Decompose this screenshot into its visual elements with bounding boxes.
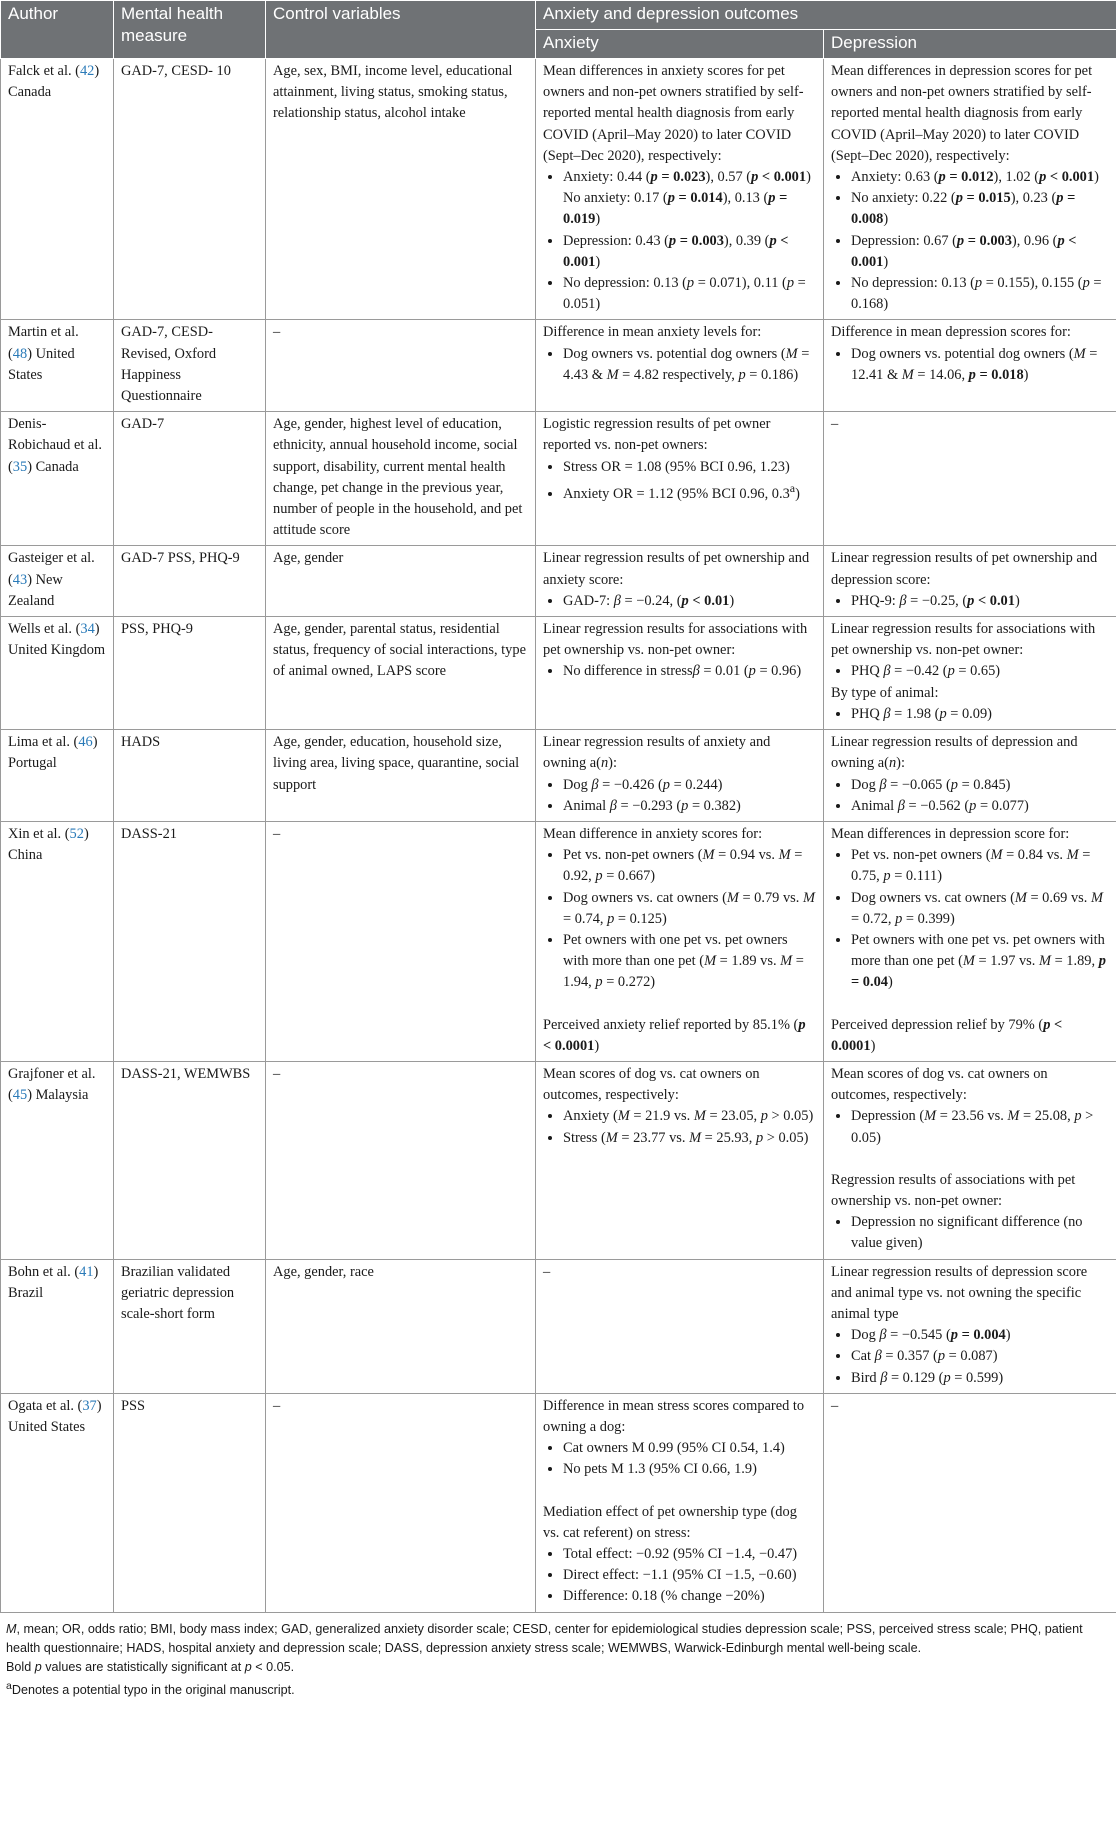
cell-controls: Age, gender [266,546,536,617]
cell-controls: – [266,1061,536,1259]
cell-author: Lima et al. (46) Portugal [1,730,114,822]
cell-depression: – [824,412,1116,546]
cell-author: Gasteiger et al. (43) New Zealand [1,546,114,617]
cell-measure: GAD-7 PSS, PHQ-9 [114,546,266,617]
cell-anxiety: Logistic regression results of pet owner reported vs. non-pet owners: • Stress OR = 1.08 (95% BCI 0.96, 1.23) • Anxiety OR = 1.12 (95% BCI 0.96, 0.3$^a$) [536,412,824,546]
table-row [1,412,1116,546]
table-row [1,730,1116,822]
cell-anxiety: Difference in mean anxiety levels for: • Dog owners vs. potential dog owners (M = 4.43 & M = 4.82 respectively, p = 0.186) [536,320,824,412]
cell-controls: Age, gender, race [266,1259,536,1393]
cell-controls: – [266,821,536,1061]
cell-anxiety: Mean differences in anxiety scores for pet owners and non-pet owners stratified by self-reported mental health diagnosis from early COVID (April–May 2020) to later COVID (Sept–Dec 2020), respectively: • Anxiety: 0.44 (p = 0.023), 0.57 (p < 0.001) No anxiety: 0.17 (p = 0.014), 0.13 (p = 0.019) • Depression: 0.43 (p = 0.003), 0.39 (p < 0.001) • No depression: 0.13 (p = 0.071), 0.11 (p = 0.051) [536,59,824,320]
cell-anxiety: Linear regression results of anxiety and owning a(n): • Dog β = −0.426 (p = 0.244) • Animal β = −0.293 (p = 0.382) [536,730,824,822]
cell-measure: PSS [114,1393,266,1612]
cell-measure: GAD-7, CESD- 10 [114,59,266,320]
cell-controls: – [266,320,536,412]
cell-depression: Mean differences in depression scores for pet owners and non-pet owners stratified by self-reported mental health diagnosis from early COVID (April–May 2020) to later COVID (Sept–Dec 2020), respectively: • Anxiety: 0.63 (p = 0.012), 1.02 (p < 0.001) • No anxiety: 0.22 (p = 0.015), 0.23 (p = 0.008) • Depression: 0.67 (p = 0.003), 0.96 (p < 0.001) • No depression: 0.13 (p = 0.155), 0.155 (p = 0.168) [824,59,1116,320]
header-depression: Depression [824,30,1116,59]
cell-author: Falck et al. (42) Canada [1,59,114,320]
header-controls: Control variables [266,1,536,59]
cell-measure: Brazilian validated geriatric depression scale-short form [114,1259,266,1393]
cell-anxiety: Linear regression results for associations with pet ownership vs. non-pet owner: • No difference in stressβ = 0.01 (p = 0.96) [536,617,824,730]
cell-controls: Age, gender, parental status, residential status, frequency of social interactions, type of animal owned, LAPS score [266,617,536,730]
table-row [1,546,1116,617]
footnote-bold: Bold p values are statistically significant at p < 0.05. [6,1659,295,1674]
footnote-typo: $^a$Denotes a potential typo in the original manuscript. [6,1679,295,1697]
cell-measure: GAD-7 [114,412,266,546]
header-anxiety: Anxiety [536,30,824,59]
cell-controls: Age, sex, BMI, income level, educational attainment, living status, smoking status, relationship status, alcohol intake [266,59,536,320]
table-row [1,1259,1116,1393]
cell-measure: HADS [114,730,266,822]
cell-measure: DASS-21 [114,821,266,1061]
cell-author: Bohn et al. (41) Brazil [1,1259,114,1393]
cell-author: Martin et al. (48) United States [1,320,114,412]
header-outcomes: Anxiety and depression outcomes [536,1,1116,30]
cell-depression: Linear regression results for associations with pet ownership vs. non-pet owner: • PHQ β = −0.42 (p = 0.65) By type of animal: • PHQ β = 1.98 (p = 0.09) [824,617,1116,730]
cell-author: Grajfoner et al. (45) Malaysia [1,1061,114,1259]
header-row [1,1,1116,30]
header-author: Author [1,1,114,59]
cell-author: Ogata et al. (37) United States [1,1393,114,1612]
cell-measure: PSS, PHQ-9 [114,617,266,730]
cell-depression: Linear regression results of pet ownership and depression score: • PHQ-9: β = −0.25, (p < 0.01) [824,546,1116,617]
cell-depression: – [824,1393,1116,1612]
table-row [1,320,1116,412]
header-measure: Mental health measure [114,1,266,59]
cell-author: Wells et al. (34) United Kingdom [1,617,114,730]
table-row [1,617,1116,730]
footnote-abbreviations: M, mean; OR, odds ratio; BMI, body mass index; GAD, generalized anxiety disorder scale; CESD, center for epidemiological studies depression scale; PSS, perceived stress scale; PHQ, patient health questionnaire; HADS, hospital anxiety and depression scale; DASS, depression anxiety stress scale; WEMWBS, Warwick-Edinburgh mental well-being scale. [6,1621,1083,1655]
table-row [1,1393,1116,1612]
cell-controls: – [266,1393,536,1612]
cell-anxiety: Linear regression results of pet ownership and anxiety score: • GAD-7: β = −0.24, (p < 0.01) [536,546,824,617]
cell-depression: Mean scores of dog vs. cat owners on outcomes, respectively: • Depression (M = 23.56 vs. M = 25.08, p > 0.05) Regression results of associations with pet ownership vs. non-pet owner: • Depression no significant difference (no value given) [824,1061,1116,1259]
cell-depression: Mean differences in depression score for: • Pet vs. non-pet owners (M = 0.84 vs. M = 0.75, p = 0.111) • Dog owners vs. cat owners (M = 0.69 vs. M = 0.72, p = 0.399) • Pet owners with one pet vs. pet owners with more than one pet (M = 1.97 vs. M = 1.89, p = 0.04) Perceived depression relief by 79% (p < 0.0001) [824,821,1116,1061]
cell-measure: DASS-21, WEMWBS [114,1061,266,1259]
cell-author: Denis-Robichaud et al. (35) Canada [1,412,114,546]
cell-depression: Difference in mean depression scores for: • Dog owners vs. potential dog owners (M = 12.41 & M = 14.06, p = 0.018) [824,320,1116,412]
table-row [1,1061,1116,1259]
table-footnotes [0,1613,1116,1700]
cell-anxiety: – [536,1259,824,1393]
cell-anxiety: Mean difference in anxiety scores for: • Pet vs. non-pet owners (M = 0.94 vs. M = 0.92, p = 0.667) • Dog owners vs. cat owners (M = 0.79 vs. M = 0.74, p = 0.125) • Pet owners with one pet vs. pet owners with more than one pet (M = 1.89 vs. M = 1.94, p = 0.272) Perceived anxiety relief reported by 85.1% (p < 0.0001) [536,821,824,1061]
table-row [1,59,1116,320]
cell-anxiety: Difference in mean stress scores compared to owning a dog: • Cat owners M 0.99 (95% CI 0.54, 1.4) • No pets M 1.3 (95% CI 0.66, 1.9) Mediation effect of pet ownership type (dog vs. cat referent) on stress: • Total effect: −0.92 (95% CI −1.4, −0.47) • Direct effect: −1.1 (95% CI −1.5, −0.60) • Difference: 0.18 (% change −20%) [536,1393,824,1612]
cell-depression: Linear regression results of depression and owning a(n): • Dog β = −0.065 (p = 0.845) • Animal β = −0.562 (p = 0.077) [824,730,1116,822]
cell-anxiety: Mean scores of dog vs. cat owners on outcomes, respectively: • Anxiety (M = 21.9 vs. M = 23.05, p > 0.05) • Stress (M = 23.77 vs. M = 25.93, p > 0.05) [536,1061,824,1259]
cell-depression: Linear regression results of depression score and animal type vs. not owning the specific animal type • Dog β = −0.545 (p = 0.004) • Cat β = 0.357 (p = 0.087) • Bird β = 0.129 (p = 0.599) [824,1259,1116,1393]
cell-measure: GAD-7, CESD-Revised, Oxford Happiness Questionnaire [114,320,266,412]
table-row [1,821,1116,1061]
cell-author: Xin et al. (52) China [1,821,114,1061]
cell-controls: Age, gender, highest level of education, ethnicity, annual household income, social support, disability, current mental health change, pet change in the previous year, number of people in the household, and pet attitude score [266,412,536,546]
cell-controls: Age, gender, education, household size, living area, living space, quarantine, social support [266,730,536,822]
